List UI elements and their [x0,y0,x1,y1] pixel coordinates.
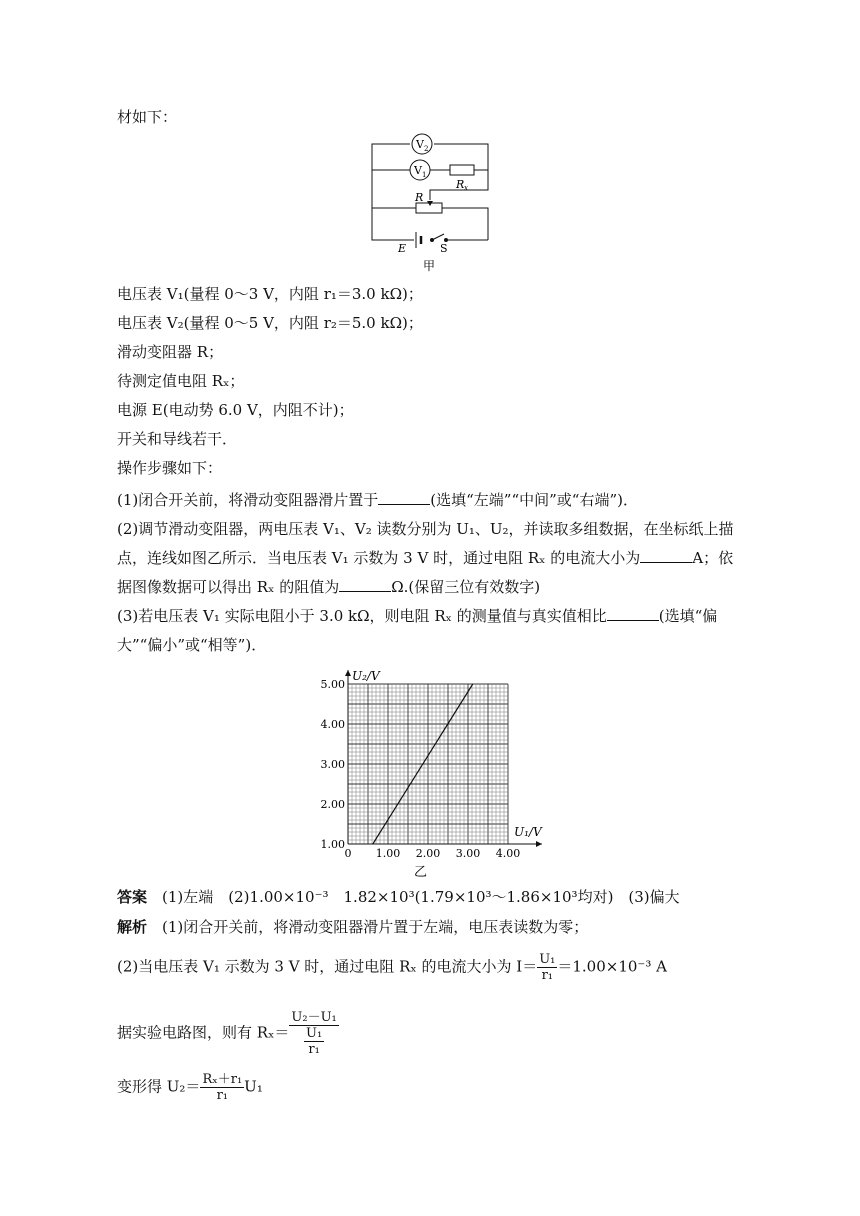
y-tick-label: 5.00 [320,678,345,691]
equipment-item: 开关和导线若干． [117,430,238,448]
answer-text: (1)左端 (2)1.00×10⁻³ 1.82×10³(1.79×10³～1.86×10³均对) (3)偏大 [162,888,680,906]
analysis-4: 变形得 U₂＝ $\frac{\text{Rₓ＋r₁}}{\text{r₁}}$ U₁ [117,1072,263,1103]
analysis-2: (2)当电压表 V₁ 示数为 3 V 时，通过电阻 Rₓ 的电流大小为 I＝ $\frac{\text{U₁}}{\text{r₁}}$ ＝1.00×10⁻³ A [117,952,667,983]
question-3-line2: 大”“偏小”或“相等”)． [117,636,267,654]
analysis-label: 解析 [117,918,148,936]
circuit-caption: 甲 [423,259,436,273]
r-label: R [415,191,424,204]
question-2-line2: 点，连线如图乙所示．当电压表 V₁ 示数为 3 V 时，通过电阻 Rₓ 的电流大小为 A；依 [117,549,734,567]
answer-blank [640,548,692,563]
y-axis-label: U₂/V [352,669,380,683]
y-tick-label: 2.00 [320,798,345,811]
x-tick-label: 1.00 [375,847,401,860]
y-axis-arrow [345,670,351,676]
y-tick-label: 3.00 [320,758,345,771]
resistor-rx-icon [450,165,474,175]
intro-text: 材如下： [117,108,178,126]
analysis-line: 解析 (1)闭合开关前，将滑动变阻器滑片置于左端，电压表读数为零； [117,918,589,936]
y-tick-label: 1.00 [320,838,345,851]
v2-label: V [416,138,424,151]
equipment-item: 电源 E(电动势 6.0 V，内阻不计)； [117,401,354,419]
answer-blank [378,490,430,505]
question-2-line3: 据图像数据可以得出 Rₓ 的阻值为 Ω.(保留三位有效数字) [117,578,541,596]
svg-text:1: 1 [422,171,427,179]
x-tick-label: 3.00 [455,847,481,860]
question-2-line1: (2)调节滑动变阻器，两电压表 V₁、V₂ 读数分别为 U₁、U₂，并读取多组数据，在坐标纸上描 [117,520,734,538]
chart-caption: 乙 [414,865,428,880]
x-tick-label: 0 [344,847,352,860]
rx-label: R [456,178,465,191]
x-tick-label: 4.00 [495,847,521,860]
x-axis-label: U₁/V [514,825,542,839]
fraction: $\frac{\text{U₁}}{\text{r₁}}$ [539,952,556,983]
rheostat-icon [416,203,442,213]
answer-label: 答案 [117,888,148,906]
x-axis-arrow [536,841,542,847]
equipment-item: 电压表 V₁(量程 0～3 V，内阻 r₁＝3.0 kΩ)； [117,285,423,303]
answer-blank [339,577,391,592]
graph-u2-vs-u1 [300,662,560,882]
steps-title: 操作步骤如下： [117,459,223,477]
fraction: $\frac{\text{Rₓ＋r₁}}{\text{r₁}}$ [202,1072,243,1103]
y-tick-label: 4.00 [320,718,345,731]
svg-text:2: 2 [424,145,429,153]
svg-text:x: x [464,184,468,192]
v1-label: V [414,164,422,177]
e-label: E [398,242,407,255]
answer-line [117,887,680,907]
fraction: $\frac{\text{U₂－U₁}}{\frac{\text{U₁}}{\text{r₁}}}$ [291,1010,337,1057]
x-tick-label: 2.00 [415,847,441,860]
equipment-item: 滑动变阻器 R； [117,343,224,361]
question-1: (1)闭合开关前，将滑动变阻器滑片置于 (选填“左端”“中间”或“右端”)． [117,491,638,509]
equipment-item: 待测定值电阻 Rₓ； [117,372,245,390]
question-3-line1: (3)若电压表 V₁ 实际电阻小于 3.0 kΩ，则电阻 Rₓ 的测量值与真实值相比 (选填“偏 [117,607,718,625]
answer-blank [607,606,659,621]
circuit-diagram [360,128,500,278]
s-label: S [440,242,448,255]
equipment-item: 电压表 V₂(量程 0～5 V，内阻 r₂＝5.0 kΩ)； [117,314,423,332]
analysis-3: 据实验电路图，则有 Rₓ＝ $\frac{\text{U₂－U₁}}{\frac{\text{U₁}}{\text{r₁}}}$ [117,1010,337,1057]
